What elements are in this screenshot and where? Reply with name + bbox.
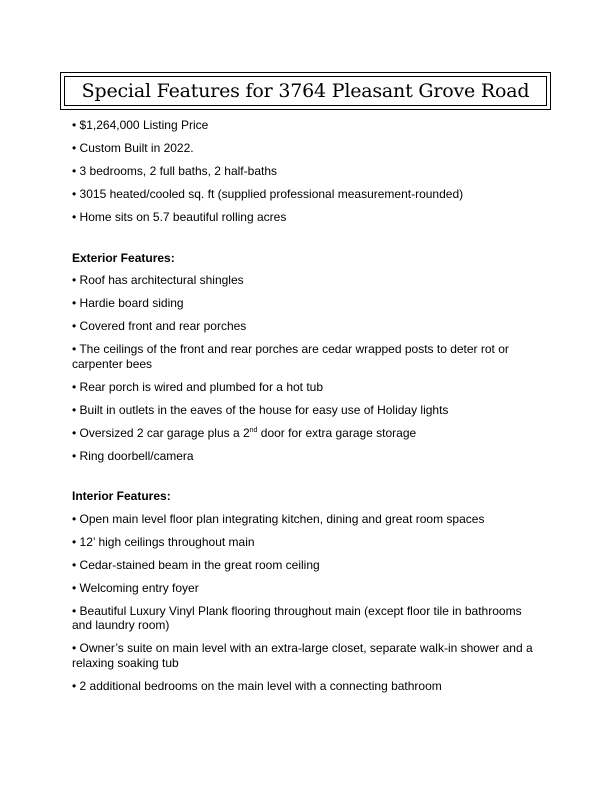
- bullet: •: [72, 187, 77, 201]
- list-item-text: Open main level floor plan integrating kitchen, dining and great room spaces: [79, 511, 485, 526]
- bullet: •: [72, 342, 77, 356]
- exterior-heading: Exterior Features:: [72, 250, 175, 265]
- bullet: •: [72, 580, 77, 595]
- list-item-text: Owner’s suite on main level with an extra-large closet, separate walk-in shower and a relaxing soaking tub: [72, 641, 533, 670]
- bullet: •: [72, 379, 77, 394]
- page-title: Special Features for 3764 Pleasant Grove Road: [81, 80, 530, 102]
- bullet: •: [72, 425, 77, 440]
- document-body: [72, 118, 542, 702]
- list-item: [72, 535, 542, 550]
- bullet: •: [72, 118, 77, 132]
- bullet: •: [72, 557, 77, 572]
- list-item: [72, 273, 542, 288]
- list-item: [72, 319, 542, 334]
- bullet: •: [72, 511, 77, 526]
- bullet: •: [72, 448, 77, 463]
- list-item: [72, 679, 542, 694]
- list-item: [72, 581, 542, 596]
- list-item: [72, 512, 542, 527]
- list-item: [72, 604, 542, 633]
- list-item: [72, 641, 542, 670]
- list-item-text: 3015 heated/cooled sq. ft (supplied professional measurement-rounded): [79, 187, 464, 201]
- exterior-list: [72, 273, 542, 463]
- list-item-text: Covered front and rear porches: [79, 319, 247, 333]
- list-item-text: Hardie board siding: [79, 296, 184, 310]
- list-item: [72, 558, 542, 573]
- list-item: [72, 449, 542, 464]
- highlights-list: [72, 118, 542, 225]
- bullet: •: [72, 603, 77, 618]
- ordinal-superscript: nd: [249, 426, 258, 434]
- list-item-text: Welcoming entry foyer: [79, 580, 199, 595]
- bullet: •: [72, 141, 77, 155]
- list-item-text: 3 bedrooms, 2 full baths, 2 half-baths: [79, 164, 277, 178]
- title-frame: [60, 72, 551, 110]
- list-item: [72, 164, 542, 179]
- list-item-text: Cedar-stained beam in the great room ceiling: [79, 557, 320, 572]
- list-item-text: Home sits on 5.7 beautiful rolling acres: [79, 210, 287, 224]
- bullet: •: [72, 273, 77, 287]
- list-item: [72, 380, 542, 395]
- list-item-text: Built in outlets in the eaves of the house for easy use of Holiday lights: [79, 402, 449, 417]
- list-item: [72, 118, 542, 133]
- list-item-garage: [72, 426, 542, 441]
- list-item-text: 12’ high ceilings throughout main: [79, 534, 255, 549]
- bullet: •: [72, 319, 77, 333]
- list-item-text: Oversized 2 car garage plus a 2: [79, 425, 250, 440]
- list-item-text: Beautiful Luxury Vinyl Plank flooring throughout main (except floor tile in bathrooms and laundry room): [72, 603, 522, 632]
- list-item-text: Roof has architectural shingles: [79, 273, 244, 287]
- interior-list: [72, 512, 542, 694]
- bullet: •: [72, 210, 77, 224]
- list-item: [72, 403, 542, 418]
- title-inner-frame: [64, 76, 547, 106]
- bullet: •: [72, 296, 77, 310]
- list-item-text: Rear porch is wired and plumbed for a hot tub: [79, 379, 324, 394]
- list-item-text: door for extra garage storage: [257, 425, 417, 440]
- bullet: •: [72, 534, 77, 549]
- bullet: •: [72, 402, 77, 417]
- list-item-text: Custom Built in 2022.: [79, 141, 194, 155]
- list-item-text: Ring doorbell/camera: [79, 448, 194, 463]
- list-item: [72, 141, 542, 156]
- list-item-text: $1,264,000 Listing Price: [79, 118, 209, 132]
- list-item-text: The ceilings of the front and rear porches are cedar wrapped posts to deter rot or carpenter bees: [72, 342, 509, 371]
- bullet: •: [72, 164, 77, 178]
- bullet: •: [72, 641, 77, 655]
- bullet: •: [72, 678, 77, 693]
- list-item: [72, 296, 542, 311]
- list-item: [72, 342, 542, 371]
- interior-heading: Interior Features:: [72, 489, 171, 503]
- list-item: [72, 210, 542, 225]
- list-item: [72, 187, 542, 202]
- list-item-text: 2 additional bedrooms on the main level with a connecting bathroom: [79, 678, 442, 693]
